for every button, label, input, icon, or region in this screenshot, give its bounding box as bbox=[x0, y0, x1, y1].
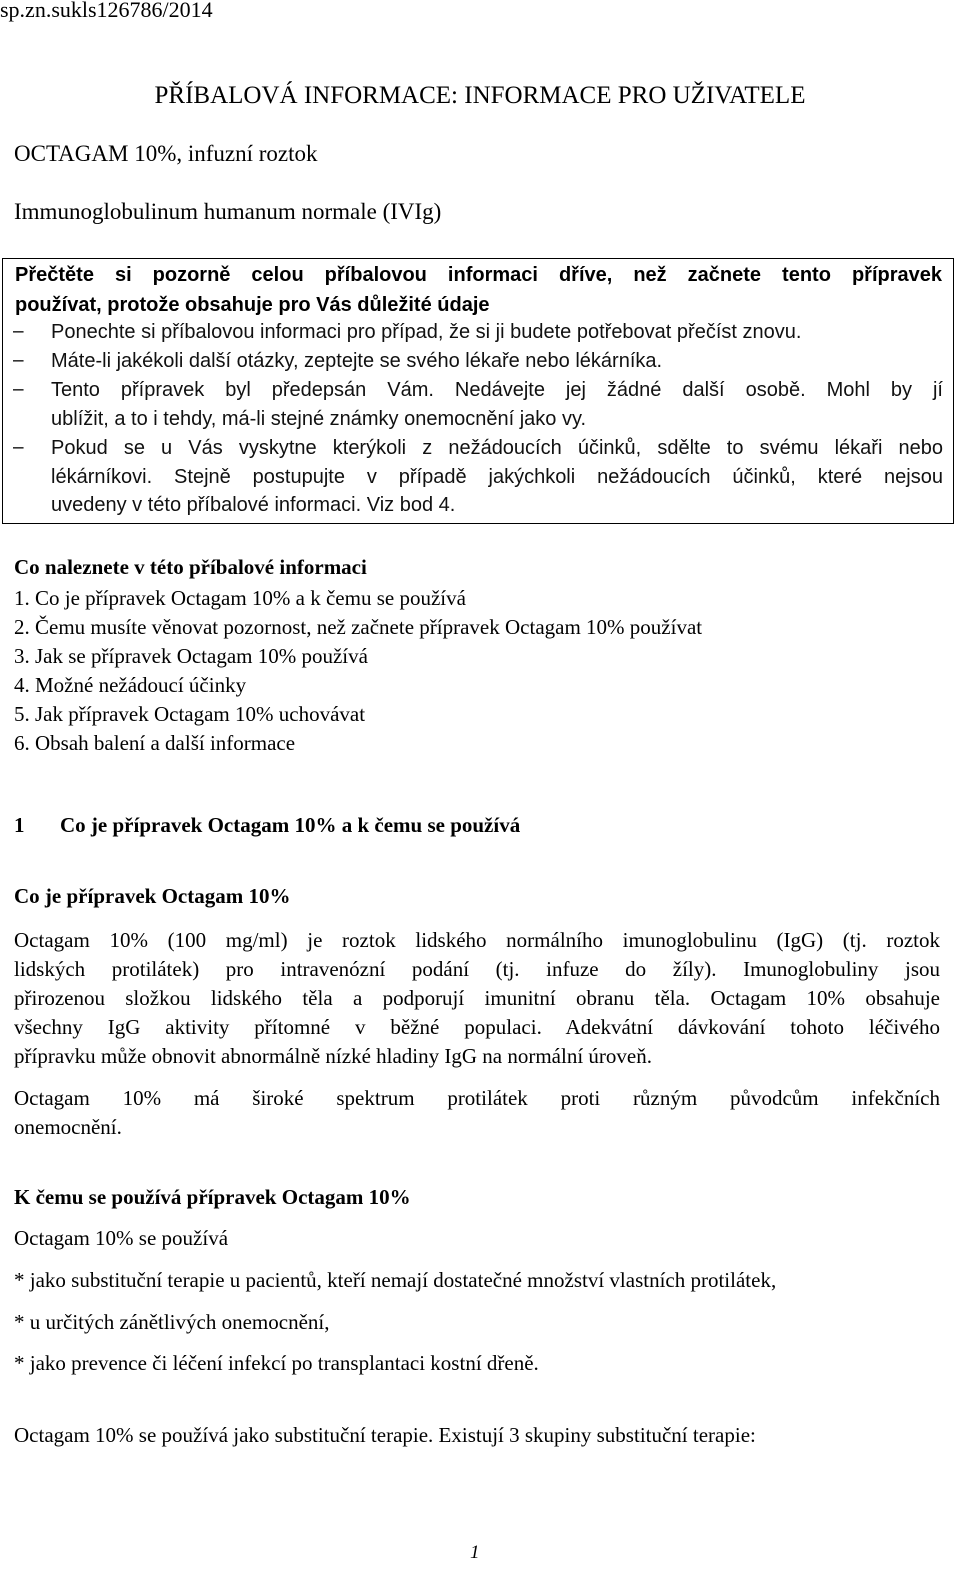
product-name: OCTAGAM 10%, infuzní roztok bbox=[14, 141, 318, 166]
warning-bullet-text: Máte-li jakékoli další otázky, zeptejte se svého lékaře nebo lékárníka. bbox=[51, 350, 663, 372]
toc-item[interactable]: 6. Obsah balení a další informace bbox=[14, 731, 296, 755]
warning-box bbox=[2, 258, 954, 524]
warning-heading-line: používat, protože obsahuje pro Vás důležité údaje bbox=[15, 294, 490, 316]
use-list-item: * u určitých zánětlivých onemocnění, bbox=[14, 1310, 330, 1334]
document-reference: sp.zn.sukls126786/2014 bbox=[0, 0, 213, 22]
paragraph-line: Octagam 10% (100 mg/ml) je roztok lidského normálního imunoglobulinu (IgG) (tj. roztok bbox=[14, 928, 940, 952]
warning-heading bbox=[15, 260, 942, 320]
use-list-item: * jako substituční terapie u pacientů, kteří nemají dostatečné množství vlastních protilátek, bbox=[14, 1268, 777, 1292]
bullet-dash: – bbox=[13, 379, 24, 400]
paragraph bbox=[14, 926, 940, 1071]
toc-item[interactable]: 3. Jak se přípravek Octagam 10% používá bbox=[14, 644, 368, 668]
toc-item[interactable]: 5. Jak přípravek Octagam 10% uchovávat bbox=[14, 702, 366, 726]
bullet-dash: – bbox=[13, 437, 24, 458]
warning-bullet bbox=[51, 434, 943, 520]
toc-item[interactable]: 4. Možné nežádoucí účinky bbox=[14, 673, 247, 697]
warning-bullet-text: Ponechte si příbalovou informaci pro případ, že si ji budete potřebovat přečíst znovu. bbox=[51, 321, 802, 343]
active-substance: Immunoglobulinum humanum normale (IVIg) bbox=[14, 199, 442, 224]
subsection-heading: K čemu se používá přípravek Octagam 10% bbox=[14, 1185, 411, 1209]
warning-bullet-text: ublížit, a to i tehdy, má-li stejné známky onemocnění jako vy. bbox=[51, 407, 587, 430]
paragraph-line: Octagam 10% má široké spektrum protilátek proti různým původcům infekčních bbox=[14, 1086, 940, 1110]
bullet-dash: – bbox=[13, 321, 24, 342]
subsection-heading: Co je přípravek Octagam 10% bbox=[14, 884, 291, 908]
page-number: 1 bbox=[470, 1542, 480, 1563]
paragraph: Octagam 10% se používá jako substituční terapie. Existují 3 skupiny substituční terapie: bbox=[14, 1423, 756, 1447]
warning-bullet-text: lékárníkovi. Stejně postupujte v případě jakýchkoli nežádoucích účinků, které nejsou bbox=[51, 465, 943, 488]
use-intro: Octagam 10% se používá bbox=[14, 1226, 229, 1250]
paragraph bbox=[14, 1084, 940, 1142]
warning-bullet-text: Tento přípravek byl předepsán Vám. Nedávejte jej žádné další osobě. Mohl by jí bbox=[51, 379, 943, 401]
document-title: PŘÍBALOVÁ INFORMACE: INFORMACE PRO UŽIVATELE bbox=[154, 82, 806, 109]
warning-bullet bbox=[51, 376, 943, 433]
toc-item[interactable]: 2. Čemu musíte věnovat pozornost, než začnete přípravek Octagam 10% používat bbox=[14, 615, 703, 639]
bullet-dash: – bbox=[13, 350, 24, 371]
warning-bullet-text: Pokud se u Vás vyskytne kterýkoli z nežádoucích účinků, sdělte to svému lékaři nebo bbox=[51, 437, 943, 459]
warning-heading-line: Přečtěte si pozorně celou příbalovou informaci dříve, než začnete tento přípravek bbox=[15, 264, 942, 286]
toc-heading: Co naleznete v této příbalové informaci bbox=[14, 555, 367, 579]
use-list-item: * jako prevence či léčení infekcí po transplantaci kostní dřeně. bbox=[14, 1351, 539, 1375]
paragraph-line: přípravku může obnovit abnormálně nízké hladiny IgG na normální úroveň. bbox=[14, 1044, 652, 1068]
warning-bullet-text: uvedeny v této příbalové informaci. Viz bod 4. bbox=[51, 494, 456, 516]
toc-item[interactable]: 1. Co je přípravek Octagam 10% a k čemu se používá bbox=[14, 586, 466, 610]
section-number: 1 bbox=[14, 813, 25, 837]
warning-bullet bbox=[51, 347, 943, 376]
warning-bullet bbox=[51, 318, 943, 347]
table-of-contents bbox=[14, 584, 702, 758]
paragraph-line: onemocnění. bbox=[14, 1115, 122, 1139]
paragraph-line: všechny IgG aktivity přítomné v běžné populaci. Adekvátní dávkování tohoto léčivého bbox=[14, 1015, 940, 1039]
paragraph-line: lidských protilátek) pro intravenózní podání (tj. infuze do žíly). Imunoglobuliny jsou bbox=[14, 957, 940, 981]
section-heading: Co je přípravek Octagam 10% a k čemu se používá bbox=[60, 813, 521, 837]
paragraph-line: přirozenou složkou lidského těla a podporují imunitní obranu těla. Octagam 10% obsahuje bbox=[14, 986, 940, 1010]
